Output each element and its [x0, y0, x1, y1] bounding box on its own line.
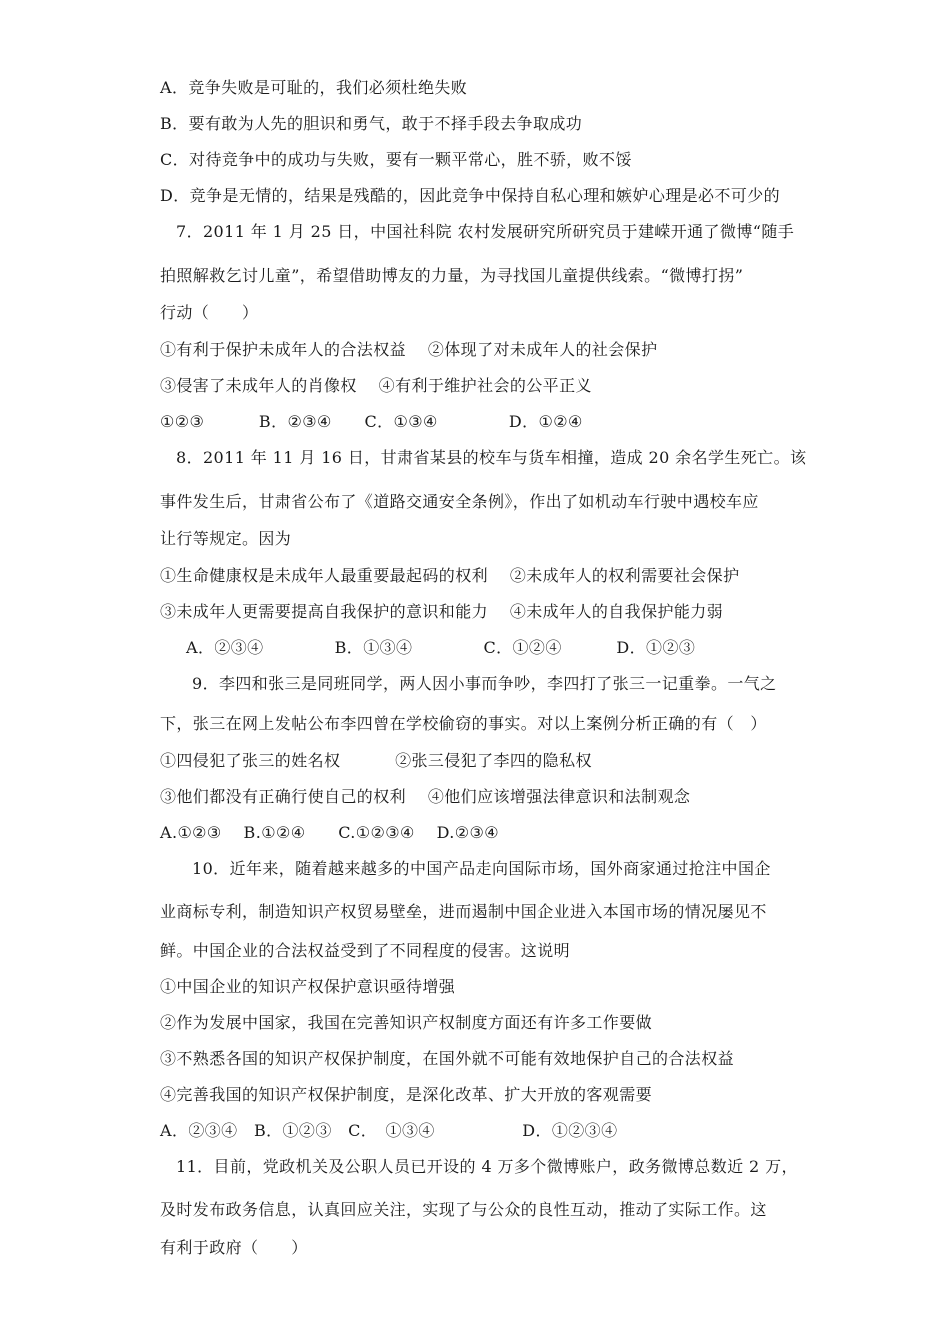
statement-line: ③他们都没有正确行使自己的权利 ④他们应该增强法律意识和法制观念	[160, 787, 691, 806]
question-11-text: 及时发布政务信息，认真回应关注，实现了与公众的良性互动，推动了实际工作。这	[160, 1200, 767, 1219]
statement-line: ①四侵犯了张三的姓名权 ②张三侵犯了李四的隐私权	[160, 751, 592, 770]
question-7-text: 行动（ ）	[160, 303, 259, 322]
option-line: C．对待竞争中的成功与失败，要有一颗平常心，胜不骄，败不馁	[160, 150, 632, 169]
answer-options: A．②③④ B．①③④ C．①②④ D．①②③	[186, 638, 696, 657]
statement-line: ③未成年人更需要提高自我保护的意识和能力 ④未成年人的自我保护能力弱	[160, 602, 724, 621]
answer-options: A．②③④ B．①②③ C． ①③④ D．①②③④	[160, 1121, 618, 1140]
option-line: D．竞争是无情的，结果是残酷的，因此竞争中保持自私心理和嫉妒心理是必不可少的	[160, 186, 781, 205]
statement-line: ①有利于保护未成年人的合法权益 ②体现了对未成年人的社会保护	[160, 340, 658, 359]
statement-line: ①中国企业的知识产权保护意识亟待增强	[160, 977, 456, 996]
statement-line: ②作为发展中国家，我国在完善知识产权制度方面还有许多工作要做	[160, 1013, 653, 1032]
question-11-text: 有利于政府（ ）	[160, 1238, 308, 1257]
question-8-text: 让行等规定。因为	[160, 529, 292, 548]
statement-line: ③侵害了未成年人的肖像权 ④有利于维护社会的公平正义	[160, 376, 592, 395]
statement-line: ①生命健康权是未成年人最重要最起码的权利 ②未成年人的权利需要社会保护	[160, 566, 740, 585]
answer-options: ①②③ B．②③④ C．①③④ D．①②④	[160, 412, 583, 431]
question-10-text: 10．近年来，随着越来越多的中国产品走向国际市场，国外商家通过抢注中国企	[192, 859, 771, 878]
statement-line: ④完善我国的知识产权保护制度，是深化改革、扩大开放的客观需要	[160, 1085, 653, 1104]
answer-options: A.①②③ B.①②④ C.①②③④ D.②③④	[160, 823, 500, 842]
question-7-text: 7．2011 年 1 月 25 日，中国社科院 农村发展研究所研究员于建嵘开通了微博“随手	[176, 222, 795, 241]
question-9-text: 9．李四和张三是同班同学，两人因小事而争吵，李四打了张三一记重拳。一气之	[192, 674, 777, 693]
question-10-text: 业商标专利，制造知识产权贸易壁垒，进而遏制中国企业进入本国市场的情况屡见不	[160, 902, 767, 921]
option-line: A．竞争失败是可耻的，我们必须杜绝失败	[160, 78, 468, 97]
question-8-text: 8．2011 年 11 月 16 日，甘肃省某县的校车与货车相撞，造成 20 余名学生死亡。该	[176, 448, 807, 467]
question-7-text: 拍照解救乞讨儿童”，希望借助博友的力量，为寻找国儿童提供线索。“微博打拐”	[160, 266, 744, 285]
question-10-text: 鲜。中国企业的合法权益受到了不同程度的侵害。这说明	[160, 941, 571, 960]
question-8-text: 事件发生后，甘肃省公布了《道路交通安全条例》，作出了如机动车行驶中遇校车应	[160, 492, 759, 511]
question-9-text: 下，张三在网上发帖公布李四曾在学校偷窃的事实。对以上案例分析正确的有（ ）	[160, 714, 767, 733]
question-11-text: 11．目前，党政机关及公职人员已开设的 4 万多个微博账户，政务微博总数近 2 万，	[176, 1157, 798, 1176]
option-line: B．要有敢为人先的胆识和勇气，敢于不择手段去争取成功	[160, 114, 583, 133]
statement-line: ③不熟悉各国的知识产权保护制度，在国外就不可能有效地保护自己的合法权益	[160, 1049, 735, 1068]
